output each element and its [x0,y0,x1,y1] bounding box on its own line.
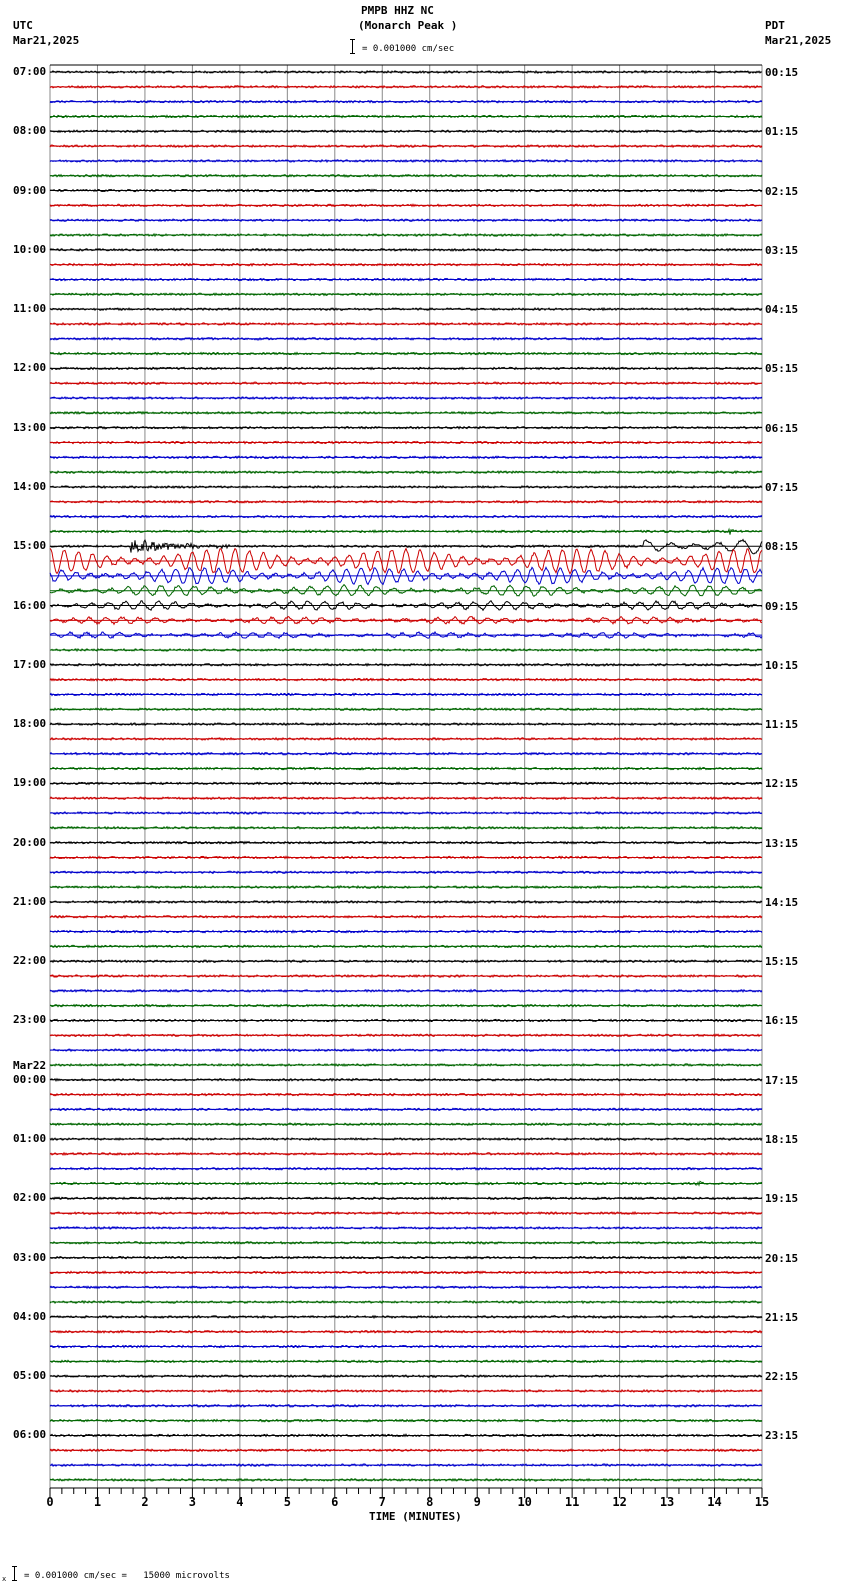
footer-scale-note: = 0.001000 cm/sec = 15000 microvolts [24,1571,230,1581]
utc-hour-label: 14:00 [13,479,47,493]
pdt-time-label: 20:15 [765,1251,799,1265]
pdt-time-label: 21:15 [765,1310,799,1324]
utc-hour-label: 15:00 [13,539,47,553]
pdt-time-label: 19:15 [765,1192,799,1206]
utc-hour-label: 22:00 [13,954,47,968]
utc-hour-label: 20:00 [13,835,47,849]
pdt-time-label: 09:15 [765,599,799,613]
pdt-time-label: 23:15 [765,1429,799,1443]
x-tick-label: 5 [283,1495,291,1509]
pdt-time-label: 14:15 [765,895,799,909]
utc-hour-label: 05:00 [13,1369,47,1383]
x-tick-label: 7 [378,1495,386,1509]
pdt-time-label: 12:15 [765,777,799,791]
utc-hour-label: 13:00 [13,420,47,434]
utc-hour-label: 12:00 [13,361,47,375]
left-timezone: UTC [13,19,33,32]
x-tick-label: 14 [707,1495,722,1509]
x-tick-label: 0 [46,1495,54,1509]
x-tick-label: 12 [612,1495,627,1509]
utc-hour-label: 19:00 [13,776,47,790]
pdt-time-label: 00:15 [765,66,799,79]
pdt-time-label: 16:15 [765,1014,799,1028]
x-tick-label: 3 [188,1495,197,1509]
pdt-time-label: 08:15 [765,540,799,554]
x-tick-label: 9 [473,1495,481,1509]
utc-hour-label: 21:00 [13,894,47,908]
pdt-time-label: 02:15 [765,184,799,198]
station-location: (Monarch Peak ) [358,19,458,32]
utc-hour-label: 01:00 [13,1132,47,1146]
x-tick-label: 4 [236,1495,244,1509]
utc-hour-label: 17:00 [13,657,47,671]
pdt-time-label: 11:15 [765,718,799,732]
pdt-time-label: 01:15 [765,125,799,139]
utc-hour-label: 03:00 [13,1250,47,1264]
utc-date-label: Mar22 [13,1058,47,1072]
x-tick-label: 15 [754,1495,770,1509]
pdt-time-label: 22:15 [765,1370,799,1384]
station-title: PMPB HHZ NC [361,4,434,17]
utc-hour-label: 16:00 [13,598,47,612]
x-tick-label: 13 [659,1495,675,1509]
utc-hour-label: 07:00 [13,65,47,78]
time-axis [46,1488,769,1509]
pdt-time-label: 06:15 [765,421,799,435]
x-tick-label: 8 [426,1495,434,1509]
pdt-time-label: 17:15 [765,1073,799,1087]
right-date: Mar21,2025 [765,34,832,47]
x-axis-title: TIME (MINUTES) [369,1510,462,1523]
x-tick-label: 10 [517,1495,532,1509]
pdt-time-label: 04:15 [765,303,799,317]
utc-hour-label: 10:00 [13,242,47,256]
utc-hour-label: 18:00 [13,717,47,731]
utc-hour-label: 23:00 [13,1013,47,1027]
footer-scale-bar-icon [14,1566,15,1581]
x-tick-label: 6 [331,1495,339,1509]
right-timezone: PDT [765,19,785,32]
left-date: Mar21,2025 [13,34,80,47]
pdt-time-label: 18:15 [765,1133,799,1147]
pdt-time-label: 10:15 [765,658,799,672]
pdt-time-label: 07:15 [765,480,799,494]
pdt-time-label: 03:15 [765,243,799,257]
pdt-time-label: 05:15 [765,362,799,376]
footer-marker: x [2,1575,7,1583]
scale-label: = 0.001000 cm/sec [362,44,455,54]
utc-hour-label: 08:00 [13,124,47,138]
utc-hour-label: 11:00 [13,302,47,316]
seismic-traces [50,71,762,1481]
x-tick-label: 2 [141,1495,149,1509]
utc-hour-label: 09:00 [13,183,47,197]
utc-hour-label: 02:00 [13,1191,47,1205]
utc-hour-label: 00:00 [13,1072,47,1086]
pdt-time-label: 15:15 [765,955,799,969]
x-tick-label: 11 [564,1495,580,1509]
pdt-time-label: 13:15 [765,836,799,850]
utc-hour-label: 06:00 [13,1428,47,1442]
utc-hour-label: 04:00 [13,1309,47,1323]
x-tick-label: 1 [93,1495,102,1509]
